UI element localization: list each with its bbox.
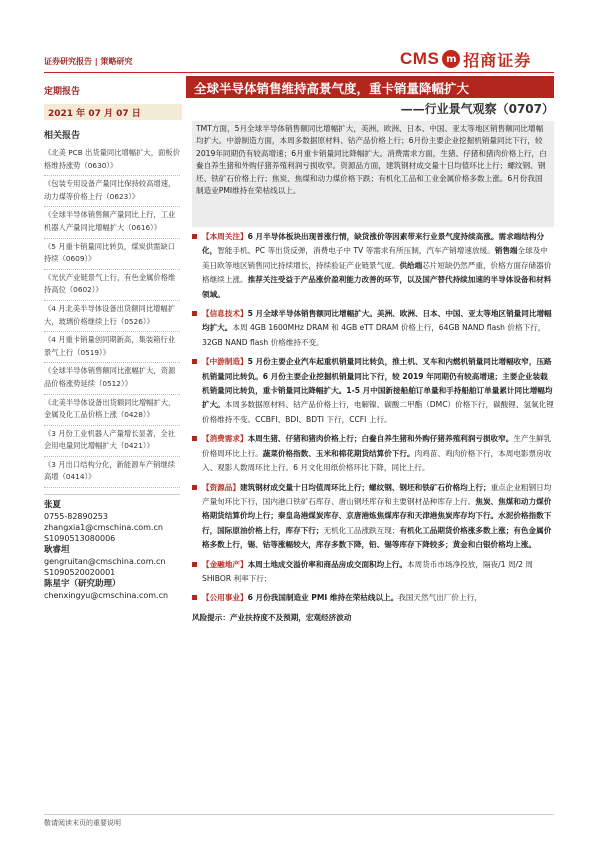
footer-note: 敬请阅读末页的重要说明 <box>44 819 121 827</box>
analyst-contact: S1090513080006 <box>44 534 116 544</box>
section-text: 我国天然气出厂价上行， <box>398 593 482 603</box>
square-bullet-icon <box>192 485 197 490</box>
section-text: 本周生猪、仔猪和猪肉价格上行；白鲞自养生猪和外购仔猪养殖利润亏损收窄。 <box>247 434 514 444</box>
analyst-contact: zhangxia1@cmschina.com.cn <box>44 523 163 533</box>
section-tag: 【本周关注】 <box>202 232 248 241</box>
square-bullet-icon <box>192 311 197 316</box>
section-text: 肉鸡苗、鸡肉价格下行， <box>414 448 499 458</box>
section-text: 本周 4GB 1600MHz DRAM 和 4GB eTT DRAM 价格上行，64GB NAND flash 价格下行，32GB NAND flash 价格维持不变。 <box>202 323 546 347</box>
section-paragraph <box>192 355 554 427</box>
report-date: 2021 年 07 月 07 日 <box>44 104 182 120</box>
bottom-rule <box>44 814 554 815</box>
sidebar <box>44 128 180 601</box>
analyst-block <box>44 494 180 601</box>
related-report-item[interactable]: 《3 月出口结构分化，新能源车产销继续高增（0414）》 <box>44 457 180 488</box>
related-report-item[interactable]: 《北美 PCB 出货量同比增幅扩大，面板价格维持涨势（0630）》 <box>44 145 180 176</box>
section-text: 5 月全球半导体销售额同比增幅扩大。美洲、欧洲、日本、中国、亚太等地区销量同比增幅均扩大。 <box>202 309 552 333</box>
section-text: 销售端 <box>494 246 518 256</box>
section-tag: 【资源品】 <box>202 482 240 492</box>
related-report-item[interactable]: 《5 月重卡销量同比转负，煤炭供需缺口持续（0609）》 <box>44 239 180 270</box>
section-paragraph <box>192 481 554 553</box>
section-text: 本周土地成交溢价率和商品房成交面积均上行。 <box>247 559 408 569</box>
section-text: 蔬菜价格指数、玉米和棉花期货结算价下行。 <box>262 448 415 458</box>
related-report-item[interactable]: 《全球半导体销售额产量同比上行，工业机器人产量同比增幅扩大（0616）》 <box>44 207 180 238</box>
square-bullet-icon <box>192 359 197 364</box>
risk-warning: 风险提示：产业扶持度不及预期，宏观经济波动 <box>192 612 352 622</box>
section-tag: 【信息技术】 <box>202 309 248 319</box>
square-bullet-icon <box>192 234 197 239</box>
cms-logo <box>400 46 555 72</box>
section-paragraph <box>192 591 554 605</box>
top-rule <box>44 72 554 73</box>
logo-badge-icon: m <box>442 50 460 68</box>
logo-cn-text: 招商证券 <box>463 50 532 70</box>
section-text: 无机化工品涨跌互现； <box>323 525 400 535</box>
related-reports-heading: 相关报告 <box>44 131 81 141</box>
analyst-contact: chenxingyu@cmschina.com.cn <box>44 591 169 601</box>
section-text: 有机化工品期货价格涨多数上涨；有色金属价格多数上行，锡、钴等涨幅较大，库存多数下降，铅、锡等库存下降较多；黄金和白银价格均上涨。 <box>202 525 552 550</box>
analyst-contact: S1090520020001 <box>44 568 116 578</box>
section-text: 芯片短缺仍然严重，价格方面存储器价格继续上涨。 <box>202 260 552 285</box>
section-tag: 【金融地产】 <box>202 559 248 569</box>
related-report-item[interactable]: 《4 月北美半导体设备出货额同比增幅扩大，玻璃价格继续上行（0526）》 <box>44 301 180 332</box>
square-bullet-icon <box>192 595 197 600</box>
section-text: 6 月份我国制造业 PMI 维持在荣枯线以上。 <box>247 593 399 603</box>
section-text: 智能手机、PC 等出货反弹，消费电子中 TV 等需求有所压制，汽车产销增速放缓。 <box>217 246 495 256</box>
square-bullet-icon <box>192 436 197 441</box>
section-text: 生产生鲜乳价格周环比上行。 <box>202 434 552 458</box>
section-text: 5 月份主要企业汽车起重机销量同比转负，推土机、叉车和内燃机销量同比增幅收窄，压路机销量同比转负。6 月份主要企业挖掘机销量同比下行，较 2019 年同期仍有较高增速；主要企业装载机销量同比转负，重卡销量同比降幅扩大。1-5 月中国新接船舶订单量和手持船舶订单量累计同比增幅均扩大。 <box>202 357 553 410</box>
section-text: 重点企业粗钢日均产量旬环比下行，国内港口铁矿石库存、唐山钢坯库存和主要钢材品种库存上行。 <box>202 482 552 506</box>
section-text: 建筑钢材成交量十日均值周环比上行；螺纹钢、钢坯和铁矿石价格均上行； <box>239 482 491 492</box>
section-tag: 【消费需求】 <box>202 434 248 444</box>
report-type: 定期报告 <box>44 87 81 97</box>
square-bullet-icon <box>192 562 197 567</box>
section-text: 供给端 <box>399 260 423 270</box>
summary-box: TMT方面，5月全球半导体销售额同比增幅扩大，美洲、欧洲、日本、中国、亚太等地区销售额同比增幅均扩大。中游制造方面，本周多数据原材料、钴产品价格上行；6月份主要企业挖掘机销量同比下行，较2019年同期仍有较高增速；6月重卡销量同比降幅扩大。消费需求方面，生猪、仔猪和猪肉价格上行，白鲞自养生猪和外购仔猪养殖利润亏损收窄。资源品方面，建筑钢材成交量十日均值环比上行；螺纹钢、钢坯、铁矿石价格上行；焦炭、焦煤和动力煤价格下跌；有机化工品和工业金属价格多数上涨。6月份我国制造业PMI维持在荣枯线以上。 <box>192 121 554 227</box>
analyst-contact: 0755-82890253 <box>44 512 108 522</box>
section-text: 全球及中美日欧等地区销售同比持续增长，持续验证产业链景气度。 <box>202 246 548 270</box>
related-report-item[interactable]: 《4 月重卡销量创同期新高，集装箱行业景气上行（0519）》 <box>44 332 180 363</box>
related-report-item[interactable]: 《包装专用设备产量同比保持较高增速，动力煤等价格上行（0623）》 <box>44 176 180 207</box>
related-report-item[interactable]: 《3 月份工业机器人产量增长显著，全社会用电量同比增幅扩大（0421）》 <box>44 426 180 457</box>
section-text: 焦炭、焦煤和动力煤价格期货结算价均上行；秦皇岛港煤炭库存、京唐港炼焦煤库存和天津港焦炭库存均下行。水泥价格指数下行，国际原油价格上行，库存下行； <box>202 496 552 535</box>
analyst-name: 耿睿坦 <box>44 545 70 556</box>
section-paragraph <box>192 558 554 587</box>
related-reports-list <box>44 145 180 488</box>
section-tag: 【公用事业】 <box>202 593 248 603</box>
related-report-item[interactable]: 《光伏产业链景气上行，有色金属价格维持高位（0602）》 <box>44 270 180 301</box>
related-report-item[interactable]: 《北美半导体设备出货额同比增幅扩大，金属及化工品价格上涨（0428）》 <box>44 395 180 426</box>
logo-cms-text: CMS <box>400 49 440 68</box>
analyst-name: 张夏 <box>44 500 62 511</box>
analyst-contact: gengruitan@cmschina.com.cn <box>44 557 166 567</box>
analyst-name: 陈星宇（研究助理） <box>44 579 121 590</box>
section-paragraph <box>192 307 554 350</box>
section-paragraph <box>192 432 554 475</box>
section-paragraph <box>192 230 554 302</box>
related-report-item[interactable]: 《全球半导体销售额同比涨幅扩大，资源品价格涨势延续（0512）》 <box>44 363 180 394</box>
doc-type-label: 证券研究报告 | 策略研究 <box>44 57 133 66</box>
section-text: CCBFI、BDI、BDTI 下行，CCFI 上行。 <box>255 414 392 424</box>
section-text: 本周电影票房收入、观影人数周环比上行。6 月文化用纸价格环比下降，同比上行。 <box>202 448 552 473</box>
page-subtitle: ——行业景气观察（0707） <box>400 102 554 116</box>
section-text: 本周多数据原材料、钴产品价格上行，电解镍、碳酸二甲酯（DMC）价格下行，碳酸锂、氢氧化锂价格维持不变。 <box>202 400 554 424</box>
page-title: 全球半导体销售维持高景气度，重卡销量降幅扩大 <box>186 76 554 98</box>
section-tag: 【中游制造】 <box>202 357 248 367</box>
sections-list <box>192 230 554 625</box>
section-text: 推荐关注受益于产品涨价盈利能力改善的环节，以及国产替代持续加速的半导体设备和材料领域。 <box>202 275 552 299</box>
section-text: 6 月半导体板块出现普涨行情，缺货涨价等因素带来行业景气度持续高涨。需求端结构分化， <box>202 232 545 256</box>
section-text: 本周货币市场净投放，隔夜/1 周/2 周 SHIBOR 利率下行； <box>202 559 533 583</box>
